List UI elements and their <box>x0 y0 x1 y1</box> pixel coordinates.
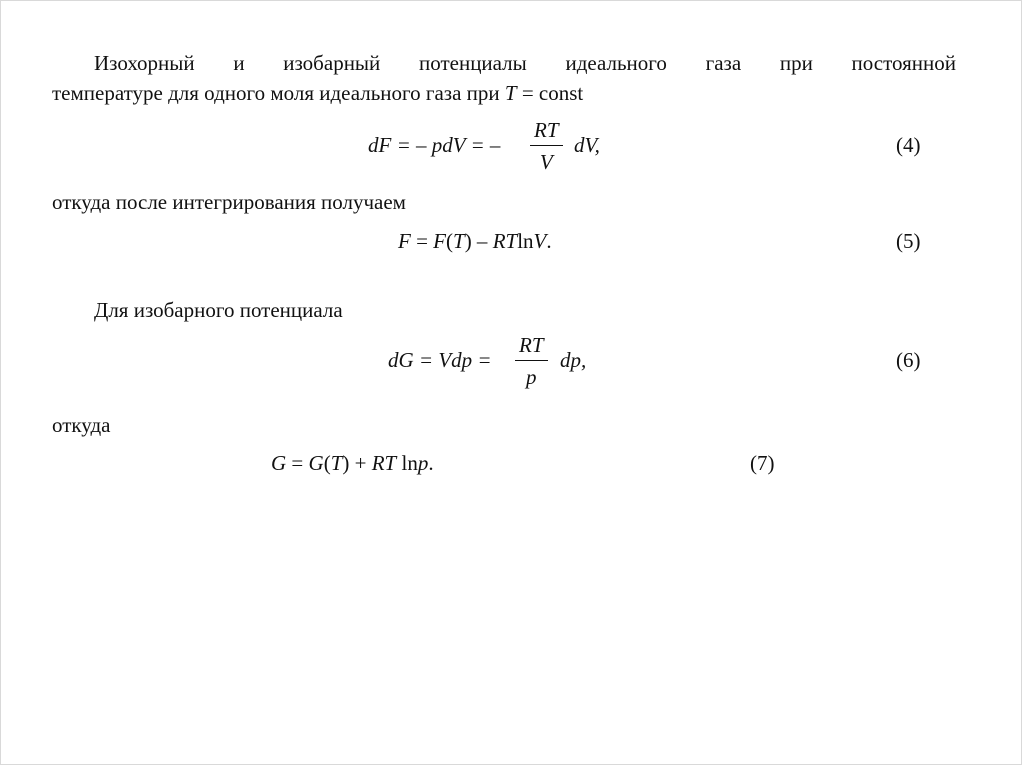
eq5-F2: F <box>433 229 446 253</box>
eq7-number: (7) <box>750 451 775 475</box>
eq7-p: p <box>417 451 429 475</box>
text-after-eq4: откуда после интегрирования получаем <box>52 190 406 214</box>
eq5-RT: RT <box>492 229 518 253</box>
const-text: = const <box>516 81 584 105</box>
eq7-paren-open: ( <box>323 451 331 475</box>
eq5-V: V <box>533 229 547 253</box>
paragraph-1-line-2-text: температуре для одного моля идеального газа при <box>52 81 505 105</box>
eq7 <box>271 450 434 476</box>
eq7-G2: G <box>308 451 324 475</box>
eq7-G1: G <box>271 451 287 475</box>
paragraph-2: Для изобарного потенциала <box>94 298 343 322</box>
eq7-RT: RT <box>371 451 397 475</box>
eq5-number: (5) <box>896 229 921 253</box>
eq5 <box>398 228 552 254</box>
eq4-numerator: RT <box>534 118 559 142</box>
eq7-dot: . <box>428 451 434 475</box>
eq5-ln: ln <box>517 229 534 253</box>
var-T: T <box>504 81 517 105</box>
eq5-paren-close: ) – <box>464 229 493 253</box>
eq5-T: T <box>453 229 465 253</box>
eq7-T: T <box>330 451 343 475</box>
eq4-denominator: V <box>539 150 553 174</box>
eq4-right: dV, <box>574 133 600 157</box>
paragraph-1-line-1: Изохорный и изобарный потенциалы идеального газа при постоянной <box>94 51 956 75</box>
eq4-fraction-bar <box>530 145 563 146</box>
eq7-paren-close: ) + <box>342 451 372 475</box>
eq5-F1: F <box>398 229 411 253</box>
eq6-denominator: p <box>526 365 537 389</box>
eq4-fraction <box>530 118 563 174</box>
text-after-eq6: откуда <box>52 413 111 437</box>
eq5-dot: . <box>546 229 552 253</box>
eq4-number: (4) <box>896 133 921 157</box>
eq6-numerator: RT <box>519 333 544 357</box>
paragraph-1-line-2 <box>52 80 583 106</box>
eq6-right: dp, <box>560 348 587 372</box>
eq6-number: (6) <box>896 348 921 372</box>
eq6-fraction <box>515 333 548 389</box>
eq7-eq: = <box>286 451 309 475</box>
eq5-eq: = <box>410 229 434 253</box>
eq4-left: dF = – pdV = – <box>368 133 501 157</box>
eq6-left: dG = Vdp = <box>388 348 492 372</box>
eq7-ln: ln <box>396 451 418 475</box>
eq5-paren-open: ( <box>446 229 453 253</box>
eq6-fraction-bar <box>515 360 548 361</box>
